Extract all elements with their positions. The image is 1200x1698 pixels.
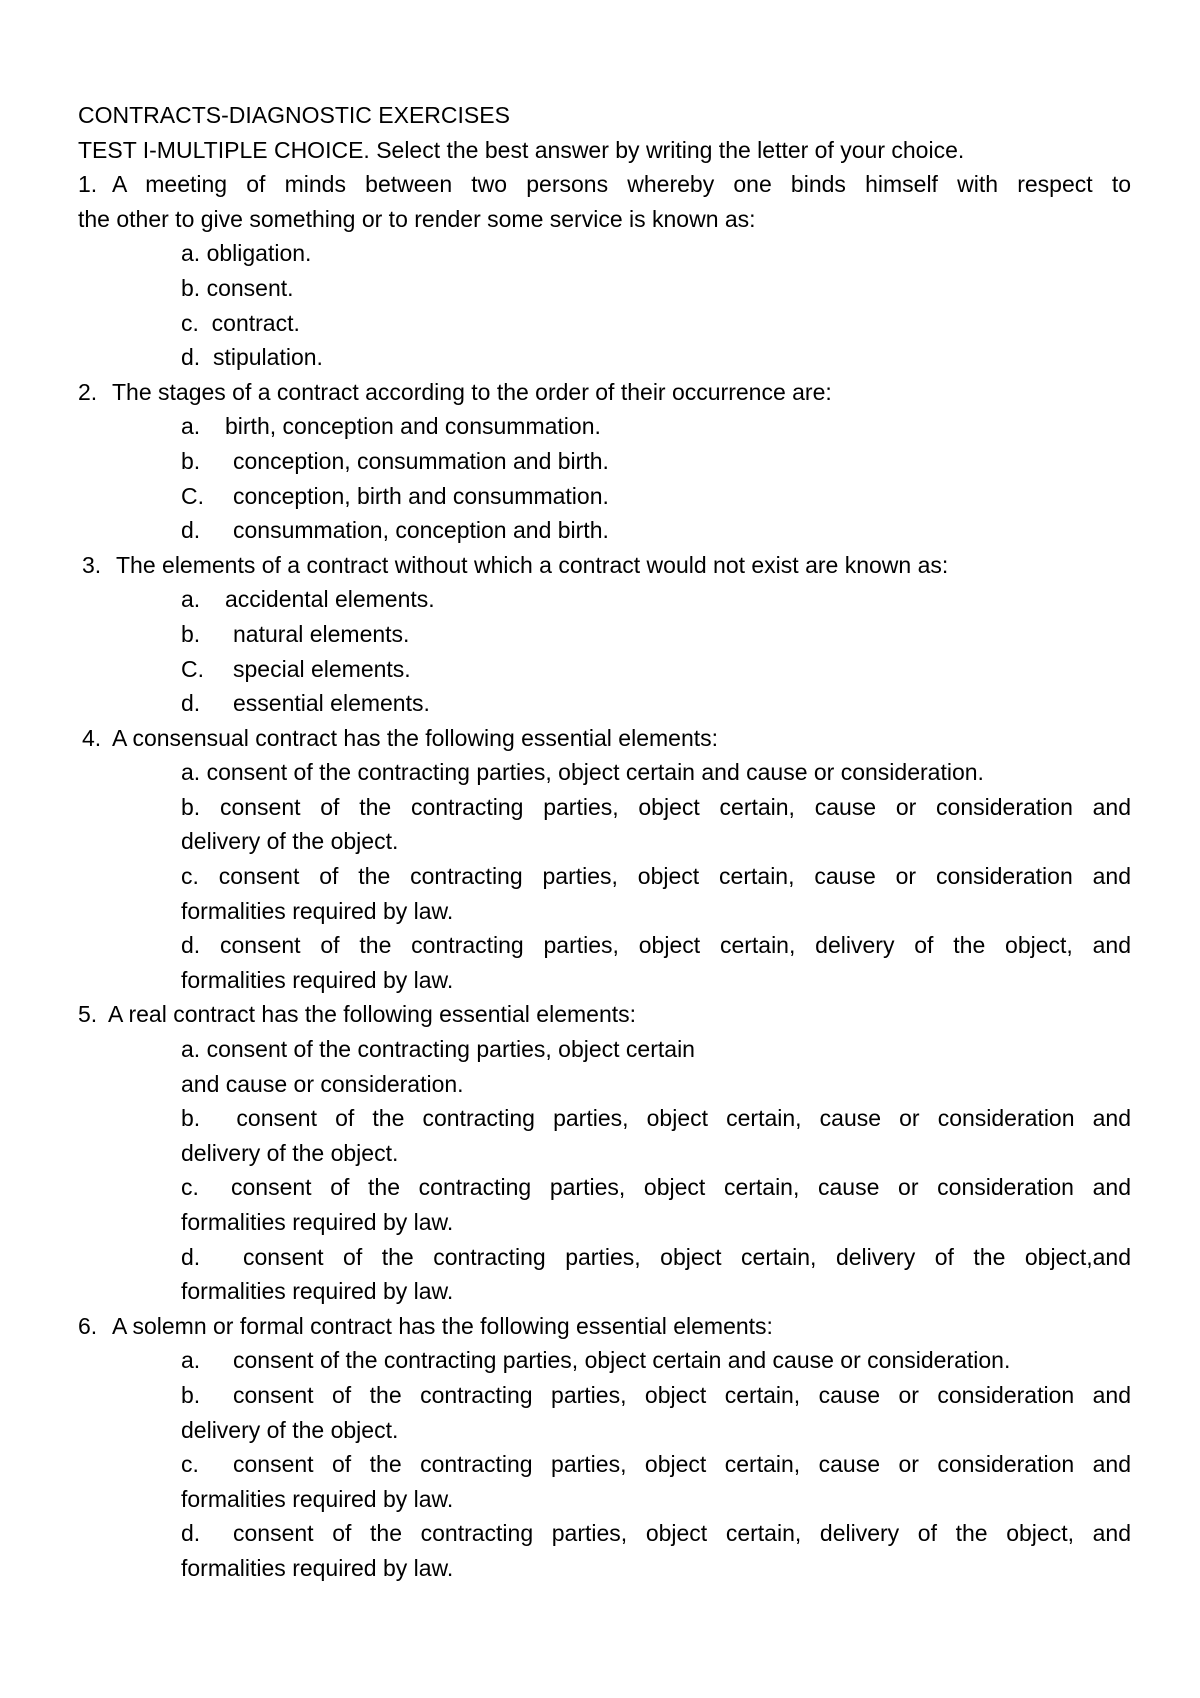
option-letter: a. [181,586,201,613]
question-2 [78,375,1131,548]
option-text: stipulation. [212,344,323,371]
option-text: consent of the contracting parties, object certain [206,1036,695,1063]
option-text: formalities required by law. [181,966,454,993]
option-text: consent of the contracting parties, object certain, delivery of the object,and [243,1243,1131,1270]
option-text: conception, birth and consummation. [233,482,609,509]
option-c [78,1447,1131,1516]
question-number: 3. [82,551,102,578]
option-letter: c. [181,309,199,336]
question-stem-line: The elements of a contract without which a contract would not exist are known as: [116,551,949,578]
option-b [78,444,1131,479]
option-text: consent of the contracting parties, object certain, delivery of the object, and [220,932,1132,959]
option-d [78,513,1131,548]
option-letter: d. [181,1520,201,1547]
option-text: obligation. [206,240,312,267]
option-letter: d. [181,517,201,544]
test-instructions: TEST I-MULTIPLE CHOICE. Select the best answer by writing the letter of your choice. [78,136,965,163]
option-text: consent of the contracting parties, object certain, cause or consideration and [231,1174,1131,1201]
option-text: consent of the contracting parties, object certain, cause or consideration and [219,793,1131,820]
option-d [78,928,1131,997]
option-letter: C. [181,655,204,682]
option-text: delivery of the object. [181,1139,399,1166]
option-letter: b. [181,793,201,820]
option-text: consent of the contracting parties, object certain and cause or consideration. [233,1347,1011,1374]
question-stem-line: the other to give something or to render some service is known as: [78,205,756,232]
option-letter: c. [181,863,199,890]
option-letter: d. [181,932,201,959]
option-c [78,652,1131,687]
option-letter: d. [181,1243,201,1270]
option-b [78,617,1131,652]
option-b [78,1101,1131,1170]
option-text: formalities required by law. [181,1209,454,1235]
document-title: CONTRACTS-DIAGNOSTIC EXERCISES [78,102,510,128]
question-stem [78,721,1131,756]
option-text: and cause or consideration. [181,1070,464,1097]
option-text: birth, conception and consummation. [225,413,601,440]
question-stem [78,167,1131,202]
option-text: formalities required by law. [181,897,454,924]
option-text: consent of the contracting parties, object certain, delivery of the object, and [233,1520,1131,1547]
option-letter: a. [181,1036,201,1063]
question-1 [78,167,1131,375]
question-stem-line: A consensual contract has the following essential elements: [112,724,719,751]
option-text: consent of the contracting parties, object certain and cause or consideration. [206,759,984,786]
option-letter: a. [181,413,201,440]
option-letter: c. [181,1451,199,1478]
question-stem-line: The stages of a contract according to the order of their occurrence are: [112,378,832,405]
option-a [78,582,1131,617]
option-letter: a. [181,240,201,267]
option-a [78,1343,1131,1378]
option-c [78,306,1131,341]
question-number: 2. [78,378,98,405]
option-a [78,755,1131,790]
option-letter: b. [181,1105,201,1132]
option-d [78,340,1131,375]
option-d [78,1516,1131,1585]
question-number: 1. [78,171,98,198]
question-stem [78,997,1131,1032]
question-5 [78,997,1131,1308]
question-4 [78,721,1131,998]
option-a [78,236,1131,271]
option-letter: d. [181,344,201,371]
option-c [78,1170,1131,1239]
option-text: consent of the contracting parties, object certain, cause or consideration and [236,1105,1131,1132]
option-b [78,790,1131,859]
option-letter: b. [181,620,201,647]
question-number: 5. [78,1001,98,1028]
question-stem [78,1309,1131,1344]
option-c [78,859,1131,928]
option-text: consummation, conception and birth. [233,517,609,544]
option-text: delivery of the object. [181,1416,399,1443]
option-text: conception, consummation and birth. [233,447,609,474]
question-3 [78,548,1131,721]
option-letter: C. [181,482,204,509]
option-text: formalities required by law. [181,1485,454,1512]
option-letter: b. [181,447,201,474]
option-c [78,479,1131,514]
option-text: delivery of the object. [181,828,399,855]
document-page [78,98,1131,1586]
question-number: 6. [78,1312,98,1339]
option-text: formalities required by law. [181,1554,454,1581]
option-text: accidental elements. [225,586,435,613]
question-6 [78,1309,1131,1586]
option-letter: c. [181,1174,199,1201]
option-text: consent of the contracting parties, object certain, cause or consideration and [233,1451,1131,1478]
option-d [78,686,1131,721]
option-text: consent. [206,274,294,301]
option-a [78,1032,1131,1067]
option-letter: a. [181,1347,201,1374]
option-letter: b. [181,1381,201,1408]
option-text: contract. [211,309,300,336]
option-text: natural elements. [233,620,410,647]
option-text: essential elements. [233,690,430,717]
question-stem-line: A solemn or formal contract has the following essential elements: [112,1312,773,1339]
option-b [78,1378,1131,1447]
option-letter: a. [181,759,201,786]
option-text: formalities required by law. [181,1278,454,1305]
question-stem-line: A meeting of minds between two persons whereby one binds himself with respect to [112,171,1131,198]
option-letter: d. [181,690,201,717]
question-stem-line: A real contract has the following essential elements: [108,1001,637,1028]
option-text: consent of the contracting parties, object certain, cause or consideration and [218,863,1132,890]
option-a [78,409,1131,444]
option-text: special elements. [233,655,411,682]
question-stem [78,548,1131,583]
question-number: 4. [82,724,102,751]
option-letter: b. [181,274,201,301]
option-d [78,1240,1131,1309]
option-b [78,271,1131,306]
option-text: consent of the contracting parties, object certain, cause or consideration and [233,1381,1131,1408]
question-stem [78,375,1131,410]
